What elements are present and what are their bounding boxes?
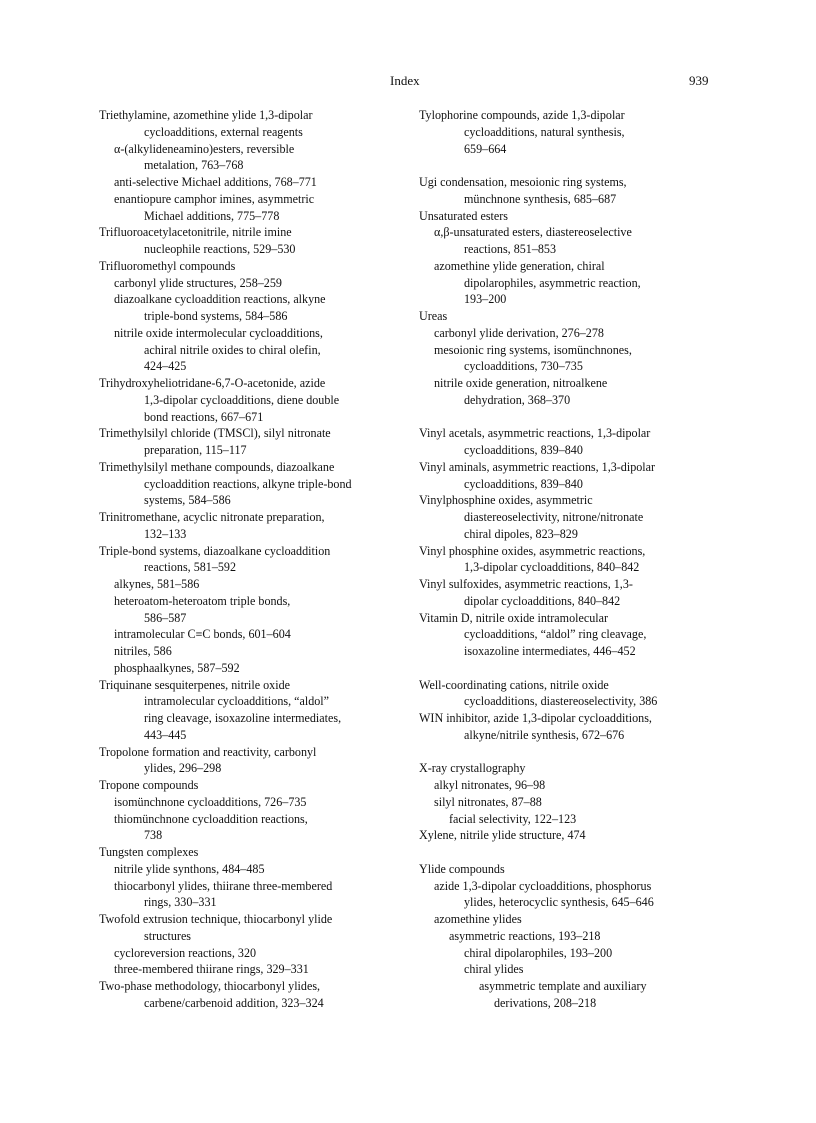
index-subentry-line: cycloadditions, external reagents — [144, 124, 303, 139]
index-entry: Two-phase methodology, thiocarbonyl ylides, — [99, 979, 321, 993]
section-gap — [419, 409, 719, 426]
index-entry: Vinyl sulfoxides, asymmetric reactions, 1,3- — [419, 577, 633, 591]
section-gap — [419, 157, 719, 174]
index-subentry-line: dipolarophiles, asymmetric reaction, — [464, 275, 641, 290]
index-subentry-line: alkyne/nitrile synthesis, 672–676 — [464, 727, 625, 742]
index-subentry-line: three-membered thiirane rings, 329–331 — [114, 962, 309, 977]
index-entry: Xylene, nitrile ylide structure, 474 — [419, 828, 586, 843]
index-entry: Trifluoromethyl compounds — [99, 258, 236, 273]
index-subentry-line: chiral dipoles, 823–829 — [464, 526, 578, 541]
index-subentry-line: cycloadditions, natural synthesis, — [464, 124, 625, 139]
index-subentry-line: 659–664 — [464, 141, 507, 156]
index-subentry-line: chiral dipolarophiles, 193–200 — [464, 945, 613, 960]
index-subentry-line: asymmetric reactions, 193–218 — [449, 928, 601, 943]
index-entry: Trimethylsilyl methane compounds, diazoalkane — [99, 459, 335, 474]
index-subentry-line: 443–445 — [144, 727, 187, 742]
index-subentry-line: azomethine ylides — [434, 912, 522, 926]
index-entry: Trihydroxyheliotridane-6,7-O-acetonide, azide — [99, 376, 326, 390]
index-entry: Vitamin D, nitrile oxide intramolecular — [419, 610, 609, 625]
index-entry: Ureas — [419, 309, 448, 323]
index-subentry-line: 738 — [144, 828, 163, 843]
section-gap — [419, 844, 719, 861]
index-subentry-line: metalation, 763–768 — [144, 158, 244, 173]
index-subentry-line: preparation, 115–117 — [144, 443, 247, 457]
index-subentry-line: 193–200 — [464, 292, 507, 307]
index-subentry-line: reactions, 851–853 — [464, 242, 557, 256]
index-subentry-line: cycloadditions, “aldol” ring cleavage, — [464, 627, 647, 642]
index-subentry-line: systems, 584–586 — [144, 493, 231, 508]
index-subentry-line: intramolecular cycloadditions, “aldol” — [144, 694, 330, 709]
index-subentry-line: nitrile oxide generation, nitroalkene — [434, 376, 608, 390]
index-subentry-line: cycloreversion reactions, 320 — [114, 945, 257, 960]
index-subentry-line: cycloadditions, 839–840 — [464, 476, 583, 491]
index-subentry-line: carbene/carbenoid addition, 323–324 — [144, 995, 324, 1010]
index-subentry-line: structures — [144, 928, 192, 943]
index-subentry-line: mesoionic ring systems, isomünchnones, — [434, 342, 632, 357]
index-entry: Twofold extrusion technique, thiocarbonyl ylide — [99, 912, 333, 926]
index-subentry-line: isomünchnone cycloadditions, 726–735 — [114, 794, 307, 809]
index-subentry-line: silyl nitronates, 87–88 — [434, 794, 542, 809]
index-subentry-line: enantiopure camphor imines, asymmetric — [114, 191, 315, 206]
index-entry: Trifluoroacetylacetonitrile, nitrile imine — [99, 225, 292, 240]
index-subentry-line: azomethine ylide generation, chiral — [434, 258, 605, 273]
index-subentry-line: cycloaddition reactions, alkyne triple-bond — [144, 476, 352, 491]
index-entry: Vinylphosphine oxides, asymmetric — [419, 493, 593, 508]
index-subentry-line: nucleophile reactions, 529–530 — [144, 242, 296, 256]
section-gap — [419, 744, 719, 761]
index-subentry-line: cycloadditions, diastereoselectivity, 386 — [464, 694, 658, 709]
index-subentry-line: alkynes, 581–586 — [114, 577, 200, 591]
index-subentry-line: azide 1,3-dipolar cycloadditions, phosphorus — [434, 878, 652, 893]
index-entry: X-ray crystallography — [419, 761, 526, 776]
index-entry: Vinyl acetals, asymmetric reactions, 1,3-dipolar — [419, 426, 651, 441]
index-subentry-line: α-(alkylideneamino)esters, reversible — [114, 141, 295, 156]
index-subentry-line: 132–133 — [144, 526, 187, 541]
index-subentry-line: nitrile ylide synthons, 484–485 — [114, 861, 265, 876]
index-subentry-line: anti-selective Michael additions, 768–771 — [114, 175, 317, 189]
index-subentry-line: rings, 330–331 — [144, 895, 217, 910]
section-gap — [419, 660, 719, 677]
index-subentry-line: 586–587 — [144, 610, 187, 625]
index-entry: Vinyl aminals, asymmetric reactions, 1,3-dipolar — [419, 459, 656, 474]
index-subentry-line: heteroatom-heteroatom triple bonds, — [114, 593, 291, 608]
index-subentry-line: carbonyl ylide derivation, 276–278 — [434, 325, 604, 340]
index-subentry-line: thiocarbonyl ylides, thiirane three-membered — [114, 878, 333, 893]
index-subentry-line: phosphaalkynes, 587–592 — [114, 660, 240, 675]
index-column-left — [99, 107, 405, 1012]
running-header-title: Index — [390, 73, 420, 88]
index-entry: Vinyl phosphine oxides, asymmetric reactions, — [419, 543, 646, 558]
index-subentry-line: carbonyl ylide structures, 258–259 — [114, 275, 282, 290]
index-subentry-line: 1,3-dipolar cycloadditions, diene double — [144, 392, 340, 407]
page-number: 939 — [689, 73, 709, 88]
index-entry: Unsaturated esters — [419, 208, 508, 223]
index-subentry-line: dipolar cycloadditions, 840–842 — [464, 593, 621, 608]
index-entry: Ugi condensation, mesoionic ring systems, — [419, 175, 627, 189]
index-entry: Triquinane sesquiterpenes, nitrile oxide — [99, 677, 291, 692]
index-subentry-line: ylides, 296–298 — [144, 761, 222, 776]
index-entry: Triple-bond systems, diazoalkane cycloaddition — [99, 543, 331, 558]
index-subentry-line: chiral ylides — [464, 962, 524, 977]
index-subentry-line: 1,3-dipolar cycloadditions, 840–842 — [464, 560, 640, 575]
index-subentry-line: reactions, 581–592 — [144, 560, 237, 575]
index-subentry-line: 424–425 — [144, 359, 187, 374]
index-subentry-line: α,β-unsaturated esters, diastereoselective — [434, 225, 632, 240]
index-subentry-line: nitrile oxide intermolecular cycloadditions, — [114, 325, 323, 340]
index-entry: Trinitromethane, acyclic nitronate preparation, — [99, 510, 325, 524]
index-entry: Trimethylsilyl chloride (TMSCl), silyl nitronate — [99, 426, 331, 441]
index-subentry-line: facial selectivity, 122–123 — [449, 811, 577, 826]
index-subentry-line: diastereoselectivity, nitrone/nitronate — [464, 510, 644, 524]
index-subentry-line: dehydration, 368–370 — [464, 392, 571, 407]
index-subentry-line: bond reactions, 667–671 — [144, 409, 264, 424]
index-entry: Tylophorine compounds, azide 1,3-dipolar — [419, 108, 625, 122]
index-entry: Well-coordinating cations, nitrile oxide — [419, 677, 609, 692]
index-subentry-line: ring cleavage, isoxazoline intermediates, — [144, 711, 342, 725]
index-subentry-line: triple-bond systems, 584–586 — [144, 309, 288, 323]
index-subentry-line: münchnone synthesis, 685–687 — [464, 191, 617, 206]
index-entry: Ylide compounds — [419, 861, 505, 876]
index-subentry-line: diazoalkane cycloaddition reactions, alkyne — [114, 292, 326, 307]
index-subentry-line: achiral nitrile oxides to chiral olefin, — [144, 342, 321, 357]
index-subentry-line: asymmetric template and auxiliary — [479, 979, 647, 993]
index-subentry-line: ylides, heterocyclic synthesis, 645–646 — [464, 895, 654, 910]
index-subentry-line: thiomünchnone cycloaddition reactions, — [114, 811, 308, 826]
index-subentry-line: isoxazoline intermediates, 446–452 — [464, 644, 636, 658]
index-subentry-line: derivations, 208–218 — [494, 995, 597, 1010]
index-subentry-line: nitriles, 586 — [114, 644, 172, 658]
index-entry: WIN inhibitor, azide 1,3-dipolar cycloadditions, — [419, 711, 652, 725]
index-subentry-line: alkyl nitronates, 96–98 — [434, 778, 546, 792]
index-entry: Triethylamine, azomethine ylide 1,3-dipolar — [99, 108, 313, 122]
index-subentry-line: intramolecular C≡C bonds, 601–604 — [114, 627, 291, 642]
index-entry: Tungsten complexes — [99, 845, 199, 859]
index-entry: Tropone compounds — [99, 778, 199, 792]
index-subentry-line: Michael additions, 775–778 — [144, 208, 280, 223]
index-entry: Tropolone formation and reactivity, carbonyl — [99, 744, 317, 759]
index-subentry-line: cycloadditions, 839–840 — [464, 443, 583, 457]
index-column-right — [419, 107, 719, 1012]
index-subentry-line: cycloadditions, 730–735 — [464, 359, 583, 374]
